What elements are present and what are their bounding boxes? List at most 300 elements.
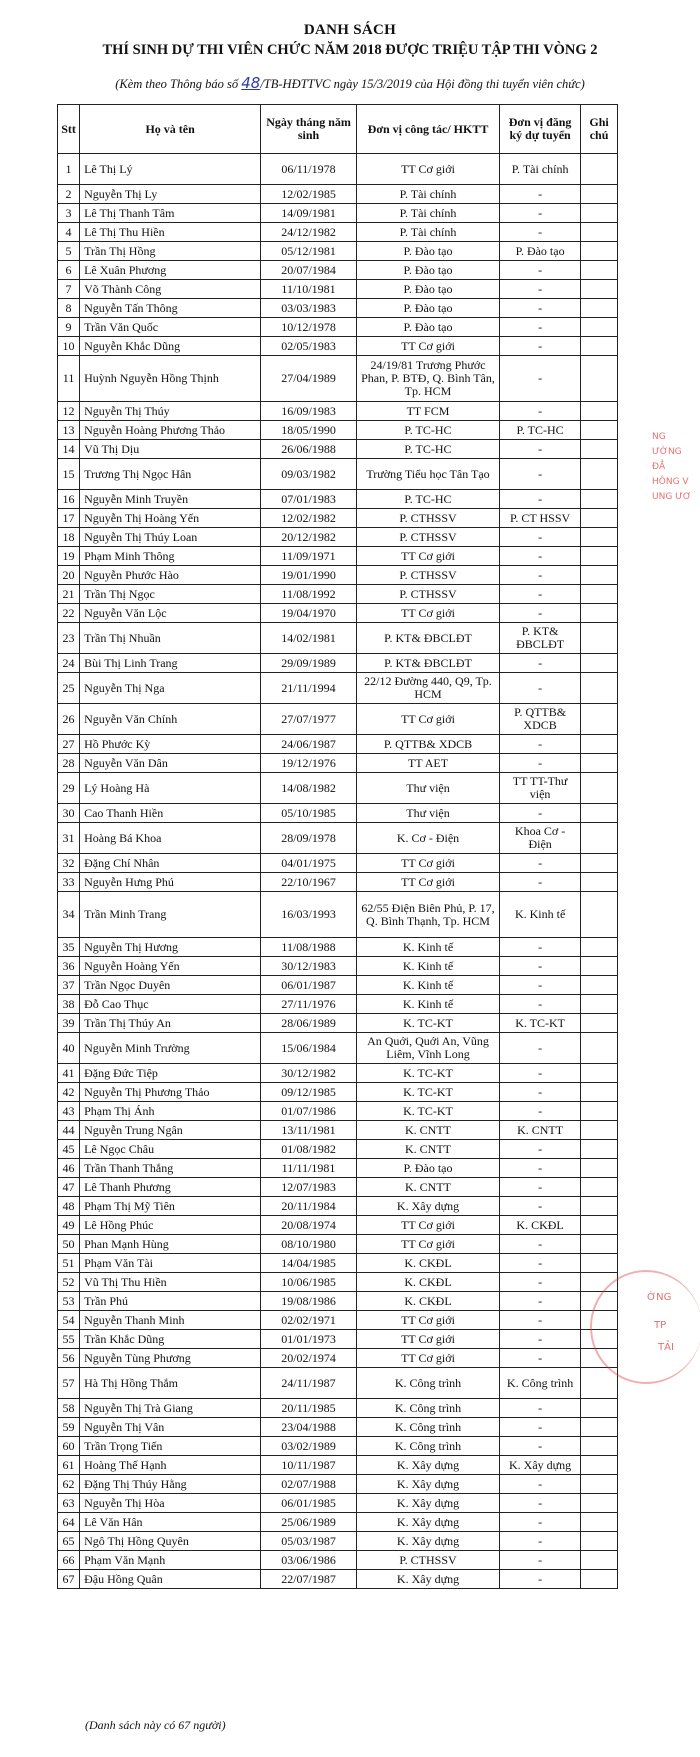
- cell-note: [581, 1254, 618, 1273]
- cell-name: Nguyễn Thị Nga: [80, 673, 261, 704]
- cell-name: Đặng Chí Nhân: [80, 854, 261, 873]
- table-row: [58, 1014, 618, 1033]
- cell-name: Nguyễn Thị Vân: [80, 1418, 261, 1437]
- cell-dob: 03/06/1986: [261, 1551, 357, 1570]
- cell-dob: 04/01/1975: [261, 854, 357, 873]
- cell-registered-unit: -: [500, 1254, 581, 1273]
- cell-stt: 64: [58, 1513, 80, 1532]
- cell-name: Nguyễn Khắc Dũng: [80, 337, 261, 356]
- cell-stt: 39: [58, 1014, 80, 1033]
- cell-dob: 23/04/1988: [261, 1418, 357, 1437]
- cell-dob: 20/08/1974: [261, 1216, 357, 1235]
- cell-dob: 02/02/1971: [261, 1311, 357, 1330]
- cell-registered-unit: -: [500, 1570, 581, 1589]
- cell-unit: 24/19/81 Trương Phước Phan, P. BTĐ, Q. Bình Tân, Tp. HCM: [356, 356, 499, 402]
- cell-unit: K. CKĐL: [356, 1254, 499, 1273]
- cell-unit: P. Đào tạo: [356, 261, 499, 280]
- cell-note: [581, 957, 618, 976]
- cell-stt: 40: [58, 1033, 80, 1064]
- cell-note: [581, 280, 618, 299]
- cell-registered-unit: -: [500, 318, 581, 337]
- cell-note: [581, 873, 618, 892]
- cell-note: [581, 528, 618, 547]
- cell-stt: 28: [58, 754, 80, 773]
- cell-name: Trần Minh Trang: [80, 892, 261, 938]
- table-row: [58, 566, 618, 585]
- cell-stt: 25: [58, 673, 80, 704]
- cell-stt: 58: [58, 1399, 80, 1418]
- cell-name: Trần Trọng Tiến: [80, 1437, 261, 1456]
- cell-note: [581, 604, 618, 623]
- table-row: [58, 1437, 618, 1456]
- cell-registered-unit: -: [500, 938, 581, 957]
- cell-unit: An Quới, Quới An, Vũng Liêm, Vĩnh Long: [356, 1033, 499, 1064]
- cell-stt: 60: [58, 1437, 80, 1456]
- cell-dob: 25/06/1989: [261, 1513, 357, 1532]
- table-row: [58, 440, 618, 459]
- cell-unit: K. Kinh tế: [356, 976, 499, 995]
- table-row: [58, 673, 618, 704]
- cell-name: Nguyễn Thị Trà Giang: [80, 1399, 261, 1418]
- cell-name: Nguyễn Thị Phương Thảo: [80, 1083, 261, 1102]
- cell-registered-unit: -: [500, 854, 581, 873]
- table-row: [58, 976, 618, 995]
- table-row: [58, 773, 618, 804]
- cell-name: Trần Thị Nhuần: [80, 623, 261, 654]
- cell-stt: 3: [58, 204, 80, 223]
- cell-registered-unit: K. TC-KT: [500, 1014, 581, 1033]
- cell-stt: 61: [58, 1456, 80, 1475]
- cell-registered-unit: -: [500, 261, 581, 280]
- cell-stt: 54: [58, 1311, 80, 1330]
- cell-note: [581, 1197, 618, 1216]
- cell-name: Nguyễn Thị Hoàng Yến: [80, 509, 261, 528]
- cell-unit: TT Cơ giới: [356, 1235, 499, 1254]
- cell-registered-unit: -: [500, 1418, 581, 1437]
- table-row: [58, 261, 618, 280]
- table-row: [58, 1494, 618, 1513]
- cell-name: Lê Thị Lý: [80, 154, 261, 185]
- table-row: [58, 459, 618, 490]
- cell-dob: 02/05/1983: [261, 337, 357, 356]
- cell-stt: 48: [58, 1197, 80, 1216]
- cell-stt: 56: [58, 1349, 80, 1368]
- cell-note: [581, 402, 618, 421]
- cell-dob: 29/09/1989: [261, 654, 357, 673]
- cell-stt: 24: [58, 654, 80, 673]
- cell-name: Phạm Minh Thông: [80, 547, 261, 566]
- cell-dob: 07/01/1983: [261, 490, 357, 509]
- cell-registered-unit: -: [500, 1235, 581, 1254]
- cell-registered-unit: -: [500, 604, 581, 623]
- stamp-text: NG: [652, 432, 666, 442]
- table-row: [58, 1216, 618, 1235]
- cell-unit: K. TC-KT: [356, 1102, 499, 1121]
- cell-name: Hà Thị Hồng Thắm: [80, 1368, 261, 1399]
- table-row: [58, 1475, 618, 1494]
- cell-name: Đậu Hồng Quân: [80, 1570, 261, 1589]
- cell-registered-unit: -: [500, 1102, 581, 1121]
- cell-dob: 19/01/1990: [261, 566, 357, 585]
- cell-unit: K. CKĐL: [356, 1273, 499, 1292]
- cell-unit: P. KT& ĐBCLĐT: [356, 623, 499, 654]
- cell-dob: 06/01/1987: [261, 976, 357, 995]
- table-row: [58, 654, 618, 673]
- cell-name: Lê Xuân Phương: [80, 261, 261, 280]
- cell-note: [581, 623, 618, 654]
- cell-unit: K. Kinh tế: [356, 938, 499, 957]
- table-row: [58, 242, 618, 261]
- cell-registered-unit: -: [500, 1311, 581, 1330]
- cell-name: Nguyễn Văn Dân: [80, 754, 261, 773]
- cell-unit: K. Công trình: [356, 1437, 499, 1456]
- cell-unit: K. Xây dựng: [356, 1532, 499, 1551]
- seal-text: TP: [654, 1320, 667, 1331]
- header-name: Họ và tên: [80, 105, 261, 154]
- table-row: [58, 1513, 618, 1532]
- cell-registered-unit: K. CNTT: [500, 1121, 581, 1140]
- table-row: [58, 804, 618, 823]
- cell-dob: 28/06/1989: [261, 1014, 357, 1033]
- table-row: [58, 1551, 618, 1570]
- cell-dob: 20/11/1985: [261, 1399, 357, 1418]
- cell-registered-unit: -: [500, 1475, 581, 1494]
- cell-dob: 11/08/1992: [261, 585, 357, 604]
- cell-note: [581, 1033, 618, 1064]
- cell-unit: TT Cơ giới: [356, 873, 499, 892]
- cell-unit: K. CNTT: [356, 1178, 499, 1197]
- cell-stt: 46: [58, 1159, 80, 1178]
- cell-unit: TT Cơ giới: [356, 604, 499, 623]
- cell-note: [581, 976, 618, 995]
- cell-unit: P. CTHSSV: [356, 585, 499, 604]
- cell-name: Trương Thị Ngọc Hân: [80, 459, 261, 490]
- cell-note: [581, 1418, 618, 1437]
- table-row: [58, 1033, 618, 1064]
- cell-dob: 02/07/1988: [261, 1475, 357, 1494]
- table-row: [58, 823, 618, 854]
- cell-stt: 31: [58, 823, 80, 854]
- cell-note: [581, 547, 618, 566]
- cell-name: Lê Hồng Phúc: [80, 1216, 261, 1235]
- cell-registered-unit: -: [500, 1033, 581, 1064]
- cell-note: [581, 490, 618, 509]
- stamp-text: ĐẲ: [652, 462, 666, 472]
- cell-registered-unit: -: [500, 440, 581, 459]
- cell-dob: 05/12/1981: [261, 242, 357, 261]
- table-row: [58, 1368, 618, 1399]
- cell-note: [581, 754, 618, 773]
- cell-stt: 32: [58, 854, 80, 873]
- candidate-table: [57, 104, 618, 1589]
- cell-stt: 1: [58, 154, 80, 185]
- cell-note: [581, 299, 618, 318]
- cell-name: Nguyễn Thị Hương: [80, 938, 261, 957]
- cell-stt: 63: [58, 1494, 80, 1513]
- cell-stt: 44: [58, 1121, 80, 1140]
- cell-name: Phạm Thị Mỹ Tiên: [80, 1197, 261, 1216]
- cell-note: [581, 459, 618, 490]
- cell-name: Hồ Phước Kỳ: [80, 735, 261, 754]
- cell-note: [581, 1064, 618, 1083]
- cell-dob: 12/02/1982: [261, 509, 357, 528]
- cell-registered-unit: -: [500, 1178, 581, 1197]
- cell-dob: 22/07/1987: [261, 1570, 357, 1589]
- cell-name: Lê Ngọc Châu: [80, 1140, 261, 1159]
- cell-note: [581, 440, 618, 459]
- table-row: [58, 1121, 618, 1140]
- cell-registered-unit: -: [500, 1273, 581, 1292]
- cell-unit: K. Cơ - Điện: [356, 823, 499, 854]
- cell-stt: 9: [58, 318, 80, 337]
- cell-registered-unit: P. CT HSSV: [500, 509, 581, 528]
- cell-stt: 17: [58, 509, 80, 528]
- cell-registered-unit: P. QTTB& XDCB: [500, 704, 581, 735]
- cell-unit: 22/12 Đường 440, Q9, Tp. HCM: [356, 673, 499, 704]
- cell-dob: 09/03/1982: [261, 459, 357, 490]
- cell-dob: 24/11/1987: [261, 1368, 357, 1399]
- cell-stt: 37: [58, 976, 80, 995]
- cell-stt: 59: [58, 1418, 80, 1437]
- table-row: [58, 1083, 618, 1102]
- table-row: [58, 1064, 618, 1083]
- table-row: [58, 1456, 618, 1475]
- header-note: Ghi chú: [581, 105, 618, 154]
- cell-name: Trần Thị Thúy An: [80, 1014, 261, 1033]
- cell-note: [581, 1178, 618, 1197]
- table-header-row: [58, 105, 618, 154]
- document-subtitle: [0, 74, 700, 92]
- cell-unit: K. Xây dựng: [356, 1456, 499, 1475]
- cell-note: [581, 1159, 618, 1178]
- cell-unit: P. CTHSSV: [356, 1551, 499, 1570]
- cell-name: Nguyễn Thị Ly: [80, 185, 261, 204]
- cell-dob: 14/08/1982: [261, 773, 357, 804]
- stamp-text: ƯỜNG: [652, 447, 682, 457]
- cell-registered-unit: -: [500, 1437, 581, 1456]
- table-row: [58, 735, 618, 754]
- table-row: [58, 585, 618, 604]
- header-unit: Đơn vị công tác/ HKTT: [356, 105, 499, 154]
- cell-name: Trần Phú: [80, 1292, 261, 1311]
- cell-registered-unit: -: [500, 1140, 581, 1159]
- cell-stt: 11: [58, 356, 80, 402]
- cell-name: Lý Hoàng Hà: [80, 773, 261, 804]
- cell-stt: 45: [58, 1140, 80, 1159]
- cell-registered-unit: -: [500, 223, 581, 242]
- cell-dob: 11/08/1988: [261, 938, 357, 957]
- cell-name: Nguyễn Trung Ngân: [80, 1121, 261, 1140]
- cell-note: [581, 356, 618, 402]
- cell-stt: 33: [58, 873, 80, 892]
- cell-unit: TT Cơ giới: [356, 337, 499, 356]
- cell-unit: P. CTHSSV: [356, 528, 499, 547]
- cell-note: [581, 1140, 618, 1159]
- table-row: [58, 402, 618, 421]
- table-row: [58, 623, 618, 654]
- cell-registered-unit: K. Kinh tế: [500, 892, 581, 938]
- cell-unit: P. TC-HC: [356, 440, 499, 459]
- cell-name: Hoàng Thế Hạnh: [80, 1456, 261, 1475]
- table-row: [58, 528, 618, 547]
- cell-note: [581, 509, 618, 528]
- cell-stt: 52: [58, 1273, 80, 1292]
- subtitle-prefix: (Kèm theo Thông báo số: [115, 77, 242, 91]
- cell-name: Lê Văn Hân: [80, 1513, 261, 1532]
- cell-note: [581, 1513, 618, 1532]
- cell-registered-unit: -: [500, 654, 581, 673]
- cell-registered-unit: -: [500, 185, 581, 204]
- table-row: [58, 509, 618, 528]
- seal-text: ỜNG: [647, 1292, 672, 1303]
- cell-stt: 6: [58, 261, 80, 280]
- cell-note: [581, 995, 618, 1014]
- cell-registered-unit: -: [500, 299, 581, 318]
- cell-note: [581, 1437, 618, 1456]
- cell-stt: 16: [58, 490, 80, 509]
- cell-name: Nguyễn Hoàng Phương Thảo: [80, 421, 261, 440]
- cell-unit: TT AET: [356, 754, 499, 773]
- header-dob: Ngày tháng năm sinh: [261, 105, 357, 154]
- cell-registered-unit: -: [500, 280, 581, 299]
- cell-registered-unit: P. Tài chính: [500, 154, 581, 185]
- cell-stt: 35: [58, 938, 80, 957]
- cell-registered-unit: -: [500, 754, 581, 773]
- table-row: [58, 854, 618, 873]
- cell-note: [581, 1235, 618, 1254]
- table-row: [58, 204, 618, 223]
- cell-note: [581, 735, 618, 754]
- cell-registered-unit: -: [500, 1292, 581, 1311]
- cell-name: Cao Thanh Hiền: [80, 804, 261, 823]
- cell-name: Đỗ Cao Thục: [80, 995, 261, 1014]
- cell-dob: 24/12/1982: [261, 223, 357, 242]
- cell-unit: TT Cơ giới: [356, 1330, 499, 1349]
- table-row: [58, 1311, 618, 1330]
- cell-registered-unit: K. Công trình: [500, 1368, 581, 1399]
- table-row: [58, 873, 618, 892]
- cell-stt: 23: [58, 623, 80, 654]
- cell-name: Trần Thị Hồng: [80, 242, 261, 261]
- cell-registered-unit: -: [500, 1083, 581, 1102]
- red-stamp-fragment: [652, 430, 700, 540]
- cell-dob: 11/10/1981: [261, 280, 357, 299]
- cell-note: [581, 938, 618, 957]
- cell-unit: TT Cơ giới: [356, 1216, 499, 1235]
- cell-dob: 05/10/1985: [261, 804, 357, 823]
- cell-note: [581, 704, 618, 735]
- cell-name: Lê Thị Thu Hiền: [80, 223, 261, 242]
- cell-registered-unit: -: [500, 1494, 581, 1513]
- cell-registered-unit: -: [500, 528, 581, 547]
- cell-dob: 10/11/1987: [261, 1456, 357, 1475]
- table-row: [58, 154, 618, 185]
- cell-dob: 08/10/1980: [261, 1235, 357, 1254]
- cell-dob: 19/08/1986: [261, 1292, 357, 1311]
- table-row: [58, 223, 618, 242]
- cell-unit: K. Công trình: [356, 1368, 499, 1399]
- cell-unit: TT Cơ giới: [356, 854, 499, 873]
- cell-unit: TT FCM: [356, 402, 499, 421]
- cell-name: Trần Thanh Thắng: [80, 1159, 261, 1178]
- table-row: [58, 337, 618, 356]
- table-row: [58, 1140, 618, 1159]
- cell-dob: 05/03/1987: [261, 1532, 357, 1551]
- cell-dob: 12/02/1985: [261, 185, 357, 204]
- cell-dob: 13/11/1981: [261, 1121, 357, 1140]
- cell-dob: 20/02/1974: [261, 1349, 357, 1368]
- cell-note: [581, 1216, 618, 1235]
- cell-registered-unit: -: [500, 585, 581, 604]
- cell-stt: 29: [58, 773, 80, 804]
- cell-unit: K. CNTT: [356, 1140, 499, 1159]
- cell-note: [581, 242, 618, 261]
- table-row: [58, 299, 618, 318]
- cell-stt: 5: [58, 242, 80, 261]
- document-heading: THÍ SINH DỰ THI VIÊN CHỨC NĂM 2018 ĐƯỢC TRIỆU TẬP THI VÒNG 2: [102, 42, 598, 58]
- cell-registered-unit: -: [500, 1349, 581, 1368]
- cell-dob: 18/05/1990: [261, 421, 357, 440]
- cell-name: Nguyễn Văn Lộc: [80, 604, 261, 623]
- cell-note: [581, 1014, 618, 1033]
- stamp-text: HÔNG V: [652, 477, 689, 487]
- cell-dob: 30/12/1983: [261, 957, 357, 976]
- cell-note: [581, 1551, 618, 1570]
- cell-stt: 30: [58, 804, 80, 823]
- cell-note: [581, 1102, 618, 1121]
- cell-dob: 15/06/1984: [261, 1033, 357, 1064]
- cell-unit: 62/55 Điện Biên Phủ, P. 17, Q. Bình Thạnh, Tp. HCM: [356, 892, 499, 938]
- table-row: [58, 704, 618, 735]
- cell-name: Phạm Văn Tài: [80, 1254, 261, 1273]
- cell-note: [581, 185, 618, 204]
- cell-unit: K. TC-KT: [356, 1064, 499, 1083]
- cell-stt: 41: [58, 1064, 80, 1083]
- cell-name: Nguyễn Minh Truyền: [80, 490, 261, 509]
- cell-name: Hoàng Bá Khoa: [80, 823, 261, 854]
- cell-unit: Thư viện: [356, 773, 499, 804]
- cell-name: Trần Ngọc Duyên: [80, 976, 261, 995]
- table-row: [58, 892, 618, 938]
- cell-unit: P. CTHSSV: [356, 509, 499, 528]
- cell-note: [581, 773, 618, 804]
- cell-note: [581, 421, 618, 440]
- table-row: [58, 1178, 618, 1197]
- cell-name: Nguyễn Hoàng Yến: [80, 957, 261, 976]
- cell-stt: 42: [58, 1083, 80, 1102]
- table-row: [58, 1532, 618, 1551]
- cell-name: Võ Thành Công: [80, 280, 261, 299]
- cell-unit: TT Cơ giới: [356, 154, 499, 185]
- cell-registered-unit: Khoa Cơ - Điện: [500, 823, 581, 854]
- cell-registered-unit: -: [500, 490, 581, 509]
- table-row: [58, 938, 618, 957]
- cell-registered-unit: P. Đào tạo: [500, 242, 581, 261]
- cell-dob: 14/02/1981: [261, 623, 357, 654]
- cell-unit: P. CTHSSV: [356, 566, 499, 585]
- table-row: [58, 421, 618, 440]
- cell-dob: 27/04/1989: [261, 356, 357, 402]
- cell-unit: K. Kinh tế: [356, 957, 499, 976]
- cell-unit: P. Tài chính: [356, 223, 499, 242]
- cell-dob: 12/07/1983: [261, 1178, 357, 1197]
- cell-name: Bùi Thị Linh Trang: [80, 654, 261, 673]
- cell-name: Phạm Thị Ánh: [80, 1102, 261, 1121]
- cell-stt: 14: [58, 440, 80, 459]
- cell-registered-unit: -: [500, 735, 581, 754]
- cell-unit: Thư viện: [356, 804, 499, 823]
- cell-note: [581, 318, 618, 337]
